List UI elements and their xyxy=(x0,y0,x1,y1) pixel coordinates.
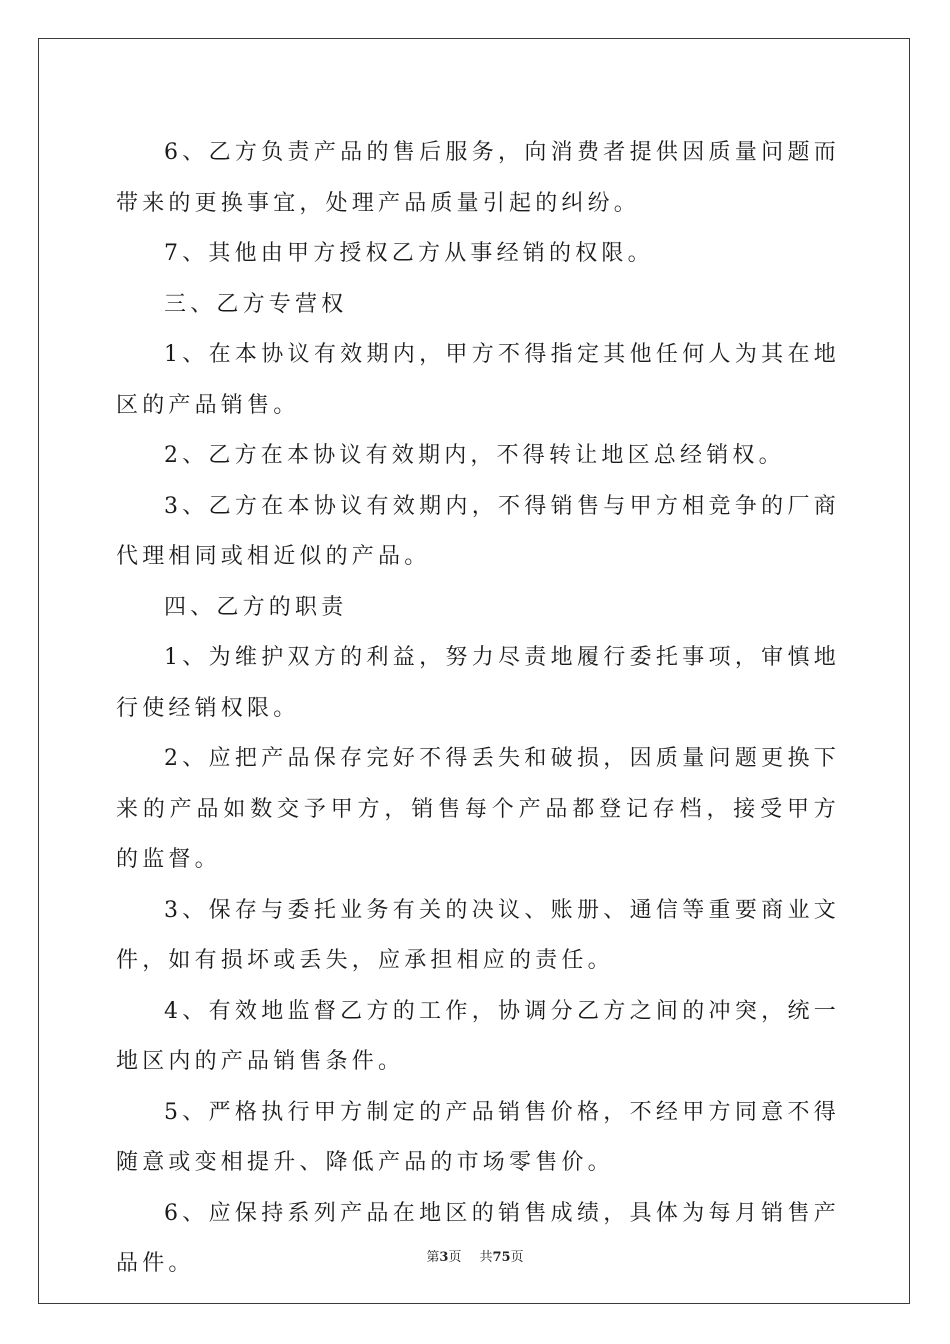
page-number: 3 xyxy=(439,1250,449,1265)
page-prefix: 第 xyxy=(426,1250,440,1265)
paragraph: 1、为维护双方的利益，努力尽责地履行委托事项，审慎地行使经销权限。 xyxy=(116,645,840,721)
paragraph: 3、保存与委托业务有关的决议、账册、通信等重要商业文件，如有损坏或丢失，应承担相应的责任。 xyxy=(116,897,840,973)
paragraph: 4、有效地监督乙方的工作，协调分乙方之间的冲突，统一地区内的产品销售条件。 xyxy=(116,998,840,1074)
paragraph: 1、在本协议有效期内，甲方不得指定其他任何人为其在地区的产品销售。 xyxy=(116,342,840,418)
page-suffix: 页 xyxy=(448,1250,462,1265)
document-body xyxy=(116,128,840,1290)
paragraph: 2、乙方在本协议有效期内，不得转让地区总经销权。 xyxy=(164,443,785,468)
page-footer xyxy=(0,1246,950,1265)
paragraph: 6、乙方负责产品的售后服务，向消费者提供因质量问题而带来的更换事宜，处理产品质量引起的纠纷。 xyxy=(116,140,840,216)
total-suffix: 页 xyxy=(510,1250,524,1265)
total-pages: 75 xyxy=(492,1250,511,1265)
paragraph: 7、其他由甲方授权乙方从事经销的权限。 xyxy=(164,241,654,266)
paragraph: 5、严格执行甲方制定的产品销售价格，不经甲方同意不得随意或变相提升、降低产品的市场零售价。 xyxy=(116,1099,840,1175)
paragraph: 3、乙方在本协议有效期内，不得销售与甲方相竞争的厂商代理相同或相近似的产品。 xyxy=(116,493,840,569)
section-heading: 四、乙方的职责 xyxy=(164,594,348,620)
paragraph: 6、应保持系列产品在地区的销售成绩，具体为每月销售产品件。 xyxy=(116,1200,840,1276)
total-prefix: 共 xyxy=(479,1250,493,1265)
paragraph: 2、应把产品保存完好不得丢失和破损，因质量问题更换下来的产品如数交予甲方，销售每个产品都登记存档，接受甲方的监督。 xyxy=(116,746,840,872)
section-heading: 三、乙方专营权 xyxy=(164,291,348,317)
